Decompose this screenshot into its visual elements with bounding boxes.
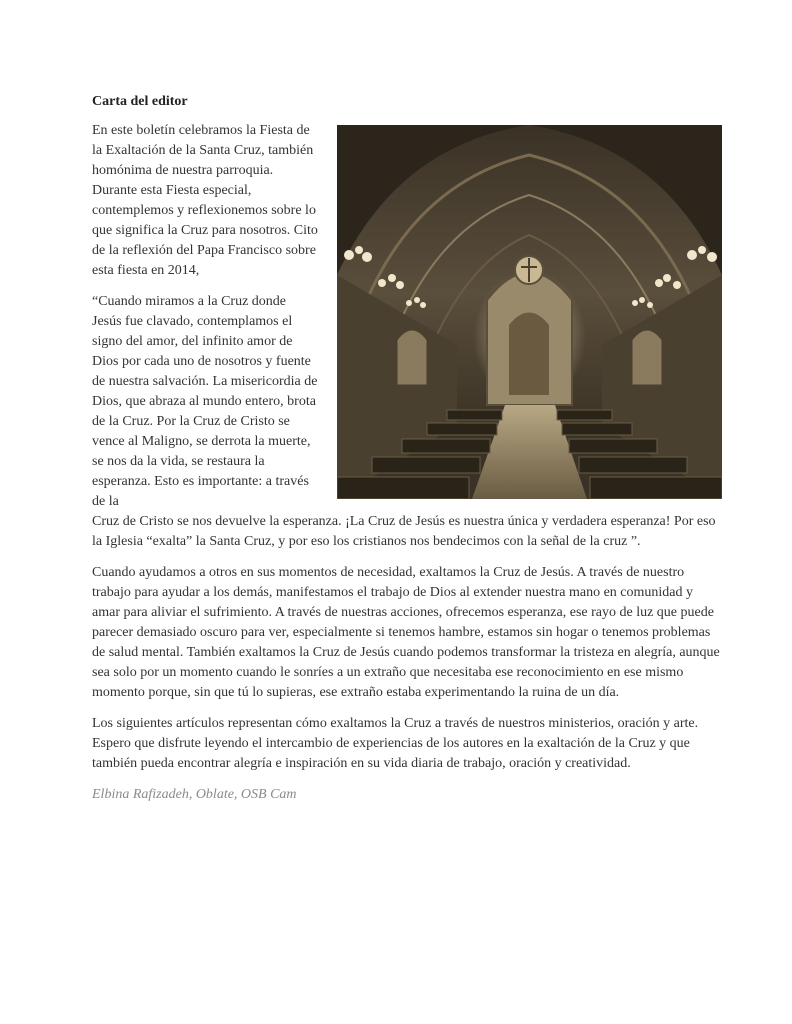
church-interior-photo <box>337 125 722 499</box>
quote-paragraph-end: Cruz de Cristo se nos devuelve la esperanza. ¡La Cruz de Jesús es nuestra única y verdadera esperanza! Por eso la Iglesia “exalta” la Santa Cruz, y por eso los cristianos nos bendecimos con la señal de la cruz ”. <box>92 514 716 549</box>
signature: Elbina Rafizadeh, Oblate, OSB Cam <box>92 787 297 802</box>
closing-paragraph: Los siguientes artículos representan cómo exaltamos la Cruz a través de nuestros ministerios, oración y arte. Espero que disfrute leyendo el intercambio de experiencias de los autores en la exaltación de la Cruz y que también pueda encontrar alegría e inspiración en su vida diaria de trabajo, oración y creatividad. <box>92 716 699 771</box>
quote-paragraph-start: “Cuando miramos a la Cruz donde Jesús fue clavado, contemplamos el signo del amor, del infinito amor de Dios por cada uno de nosotros y fuente de nuestra salvación. La misericordia de Dios, que abraza al mundo entero, brota de la Cruz. Por la Cruz de Cristo se vence al Maligno, se derrota la muerte, se nos da la vida, se restaura la esperanza. Esto es importante: a través de la <box>92 294 318 509</box>
intro-paragraph: En este boletín celebramos la Fiesta de la Exaltación de la Santa Cruz, también homónima de nuestra parroquia. Durante esta Fiesta especial, contemplemos y reflexionemos sobre lo que significa la Cruz para nosotros. Cito de la reflexión del Papa Francisco sobre esta fiesta en 2014, <box>92 123 318 278</box>
letter-page <box>92 92 722 805</box>
body-paragraph: Cuando ayudamos a otros en sus momentos de necesidad, exaltamos la Cruz de Jesús. A través de nuestro trabajo para ayudar a los demás, manifestamos el trabajo de Dios al extender nuestra mano en comunidad y amar para aliviar el sufrimiento. A través de nuestras acciones, ofrecemos esperanza, ese rayo de luz que puede parecer demasiado oscuro para ver, especialmente si tenemos hambre, estamos sin hogar o tenemos problemas de salud mental. También exaltamos la Cruz de Jesús cuando podemos transformar la tristeza en alegría, aunque sea solo por un momento cuando le sonríes a un extraño que necesitaba ese reconocimiento en ese mismo momento porque, sin que tú lo supieras, ese extraño estaba experimentando la ruina de un día. <box>92 565 720 700</box>
letter-title: Carta del editor <box>92 94 188 109</box>
